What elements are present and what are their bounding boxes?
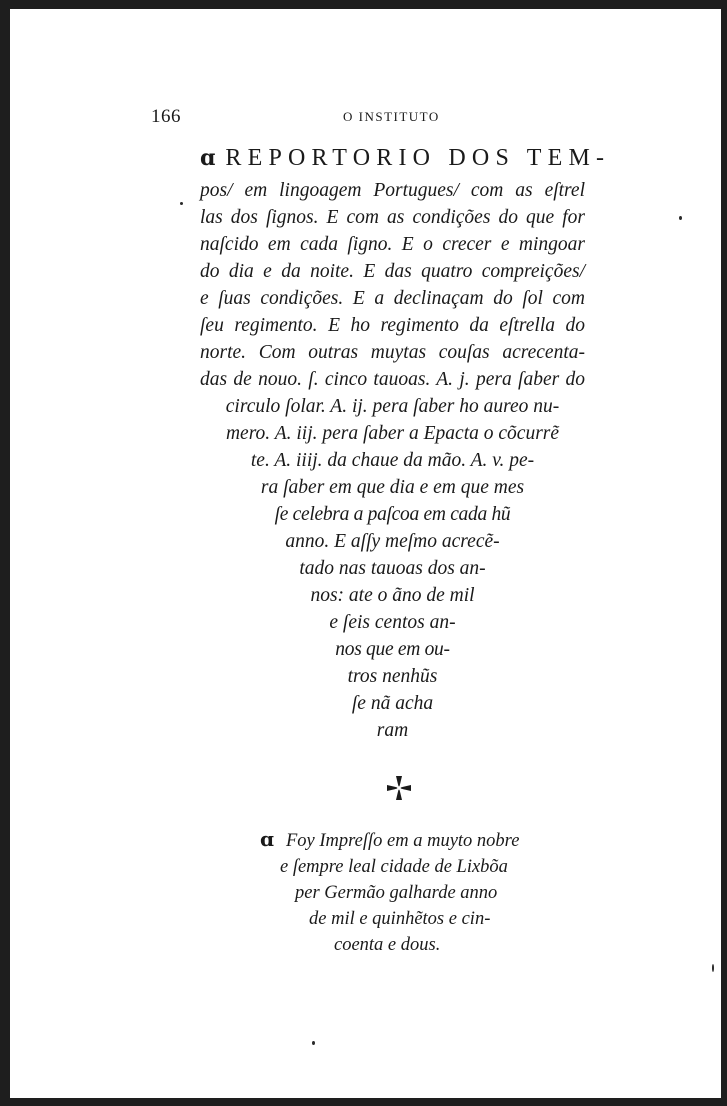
scan-speck	[712, 964, 714, 972]
title-line: e ſuas condições. E a declinaçam do ſol com	[200, 288, 585, 309]
title-line: nos: ate o ãno de mil	[310, 585, 475, 606]
title-line: e ſeis centos an-	[329, 612, 456, 633]
title-line: tado nas tauoas dos an-	[299, 558, 486, 579]
title-line: do dia e da noite. E das quatro compreições/	[200, 261, 585, 282]
colophon-line: coenta e dous.	[334, 935, 441, 955]
title-heading	[200, 145, 611, 172]
title-line: anno. E aſſy meſmo acrecẽ-	[285, 531, 500, 552]
title-line: ſe nã acha	[351, 693, 434, 714]
scan-speck	[180, 202, 183, 205]
scan-border-left	[0, 0, 10, 1106]
scan-border-top	[0, 0, 727, 9]
cross-pattee-icon	[386, 775, 412, 801]
scan-border-right	[721, 0, 727, 1106]
title-line: ra ſaber em que dia e em que mes	[260, 477, 525, 498]
colophon-line-text: Foy Impreſſo em a muyto nobre	[285, 831, 520, 851]
scan-speck	[312, 1041, 315, 1045]
scan-speck	[679, 216, 682, 220]
title-line: ram	[376, 720, 409, 741]
page-number: 166	[151, 106, 181, 127]
title-line: das de nouo. ſ. cinco tauoas. A. j. pera ſaber do	[200, 369, 585, 390]
colophon-line	[260, 826, 550, 854]
paragraph-mark-icon: ɑ	[260, 827, 274, 851]
title-heading-text: REPORTORIO DOS TEM-	[225, 145, 611, 171]
title-line: ſeu regimento. E ho regimento da eſtrella do	[200, 315, 585, 336]
title-line: ſe celebra a paſcoa em cada hũ	[274, 504, 511, 525]
colophon	[260, 826, 550, 958]
title-line: pos/ em lingoagem Portugues/ com as eſtrel	[200, 180, 585, 201]
title-line: te. A. iiij. da chaue da mão. A. v. pe-	[250, 450, 535, 471]
scan-border-bottom	[0, 1098, 727, 1106]
colophon-line: e ſempre leal cidade de Lixbõa	[280, 857, 508, 877]
title-line: norte. Com outras muytas couſas acrecenta-	[200, 342, 585, 363]
running-head: O INSTITUTO	[343, 109, 440, 124]
title-body	[200, 177, 585, 744]
title-line: naſcido em cada ſigno. E o crecer e mingoar	[200, 234, 585, 255]
title-line: tros nenhũs	[347, 666, 438, 687]
title-line: nos que em ou-	[335, 639, 450, 660]
title-line: las dos ſignos. E com as condições do que for	[200, 207, 585, 228]
colophon-line: de mil e quinhẽtos e cin-	[309, 909, 491, 929]
paragraph-mark-icon: ɑ	[200, 145, 216, 171]
title-line: mero. A. iij. pera ſaber a Epacta o cõcurrẽ	[225, 423, 560, 444]
colophon-line: per Germão galharde anno	[295, 883, 498, 903]
title-line: circulo ſolar. A. ij. pera ſaber ho aureo nu-	[225, 396, 560, 417]
